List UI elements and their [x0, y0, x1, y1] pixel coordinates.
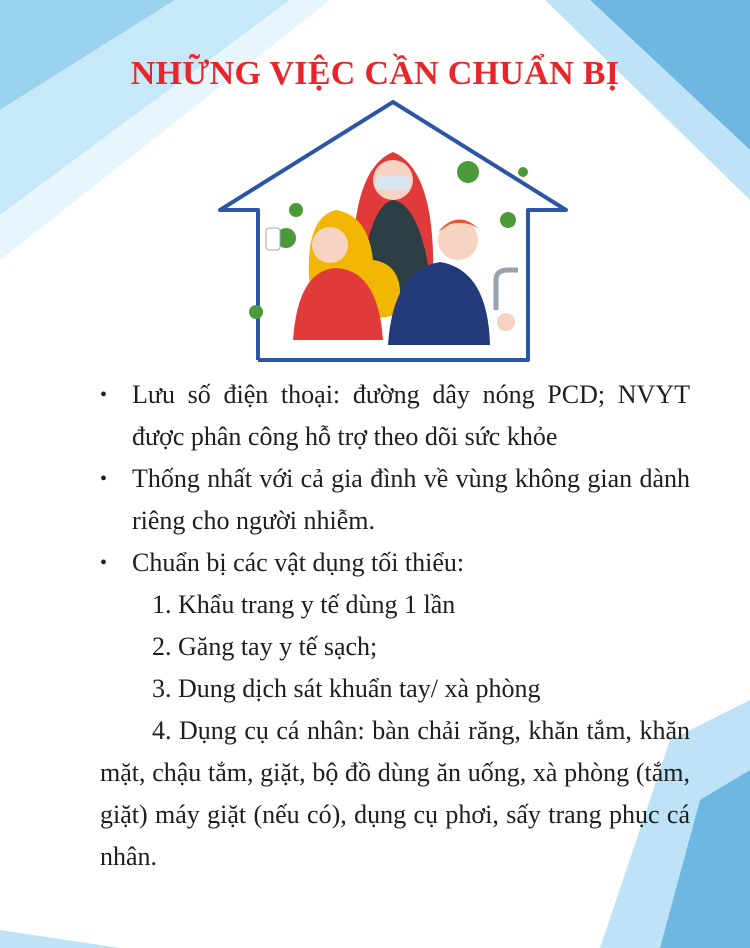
numbered-item: 3. Dung dịch sát khuẩn tay/ xà phòng [152, 674, 541, 703]
page-title: NHỮNG VIỆC CẦN CHUẨN BỊ [130, 55, 620, 92]
numbered-item: 1. Khẩu trang y tế dùng 1 lần [152, 590, 456, 619]
numbered-item-paragraph: 4. Dụng cụ cá nhân: bàn chải răng, khăn tắm, khăn mặt, chậu tắm, giặt, bộ đồ dùng ăn uống, xà phòng (tắm, giặt) máy giặt (nếu có), dụng cụ phơi, sấy trang phục cá nhân. [100, 716, 690, 871]
numbered-item: 2. Găng tay y tế sạch; [152, 632, 378, 661]
bullet-item: • Lưu số điện thoại: đường dây nóng PCD; NVYT được phân công hỗ trợ theo dõi sức khỏe [100, 374, 690, 458]
bullet-item: • Thống nhất với cả gia đình về vùng không gian dành riêng cho người nhiễm. [100, 458, 690, 542]
content-body [100, 374, 690, 878]
bullet-dot-icon: • [100, 468, 108, 490]
bullet-dot-icon: • [100, 384, 108, 406]
family-home-hygiene-illustration [218, 100, 568, 370]
bullet-item: • Chuẩn bị các vật dụng tối thiểu: [100, 542, 690, 584]
bullet-dot-icon: • [100, 552, 108, 574]
